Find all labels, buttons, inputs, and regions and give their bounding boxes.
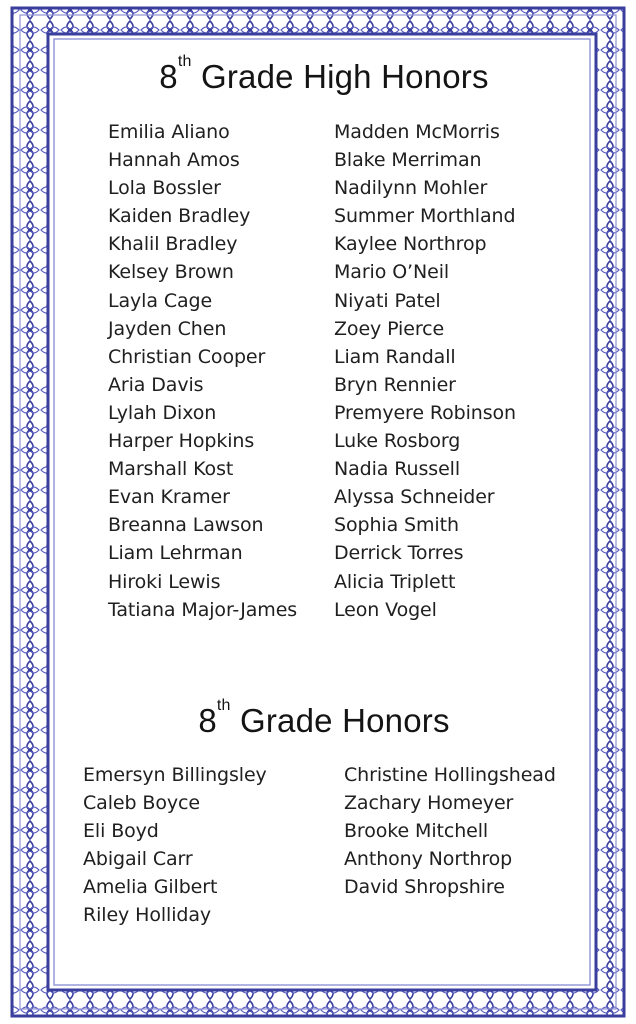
student-name: Eli Boyd: [83, 820, 159, 843]
student-name: Evan Kramer: [108, 486, 230, 509]
student-name: Alicia Triplett: [334, 570, 456, 593]
student-name: Summer Morthland: [334, 205, 516, 228]
student-name: Sophia Smith: [334, 514, 459, 537]
student-name: Hannah Amos: [108, 149, 240, 172]
student-name: Jayden Chen: [108, 317, 227, 340]
high-honors-list-left: [108, 118, 297, 624]
student-name: Zachary Homeyer: [344, 792, 514, 815]
student-name: Nadia Russell: [334, 458, 461, 481]
student-name: Alyssa Schneider: [334, 486, 495, 509]
student-name: Christine Hollingshead: [344, 764, 556, 786]
honors-list-left: [83, 761, 267, 930]
honors-list-right: [344, 761, 556, 901]
honor-roll-sheet: [58, 40, 590, 982]
student-name: Abigail Carr: [83, 848, 193, 871]
student-name: Mario O’Neil: [334, 261, 450, 284]
student-name: Layla Cage: [108, 289, 213, 312]
student-name: Anthony Northrop: [344, 848, 513, 871]
student-name: Bryn Rennier: [334, 373, 456, 396]
high-honors-title: 8th Grade High Honors: [159, 53, 489, 95]
student-name: Blake Merriman: [334, 149, 482, 172]
student-name: Kaylee Northrop: [334, 233, 487, 256]
student-name: Leon Vogel: [334, 598, 437, 621]
student-name: Nadilynn Mohler: [334, 177, 488, 200]
student-name: Kaiden Bradley: [108, 205, 251, 228]
student-name: Liam Randall: [334, 345, 456, 368]
student-name: Marshall Kost: [108, 458, 234, 481]
honors-title: 8th Grade Honors: [198, 697, 450, 739]
high-honors-list-right: [334, 118, 516, 624]
student-name: Harper Hopkins: [108, 430, 255, 453]
student-name: Christian Cooper: [108, 345, 266, 368]
student-name: Breanna Lawson: [108, 514, 264, 537]
student-name: Khalil Bradley: [108, 233, 238, 256]
student-name: Brooke Mitchell: [344, 820, 489, 843]
student-name: Tatiana Major-James: [108, 598, 298, 621]
student-name: Premyere Robinson: [334, 401, 516, 424]
student-name: David Shropshire: [344, 876, 505, 899]
student-name: Kelsey Brown: [108, 261, 234, 284]
student-name: Caleb Boyce: [83, 792, 200, 815]
student-name: Lola Bossler: [108, 177, 221, 200]
student-name: Luke Rosborg: [334, 430, 461, 453]
student-name: Lylah Dixon: [108, 401, 217, 424]
student-name: Emersyn Billingsley: [83, 764, 267, 786]
student-name: Madden McMorris: [334, 121, 500, 143]
student-name: Derrick Torres: [334, 542, 464, 565]
student-name: Niyati Patel: [334, 289, 441, 312]
student-name: Emilia Aliano: [108, 121, 230, 143]
student-name: Riley Holliday: [83, 904, 212, 927]
student-name: Liam Lehrman: [108, 542, 243, 565]
student-name: Amelia Gilbert: [83, 876, 218, 899]
student-name: Aria Davis: [108, 373, 204, 396]
student-name: Hiroki Lewis: [108, 570, 221, 593]
student-name: Zoey Pierce: [334, 317, 445, 340]
